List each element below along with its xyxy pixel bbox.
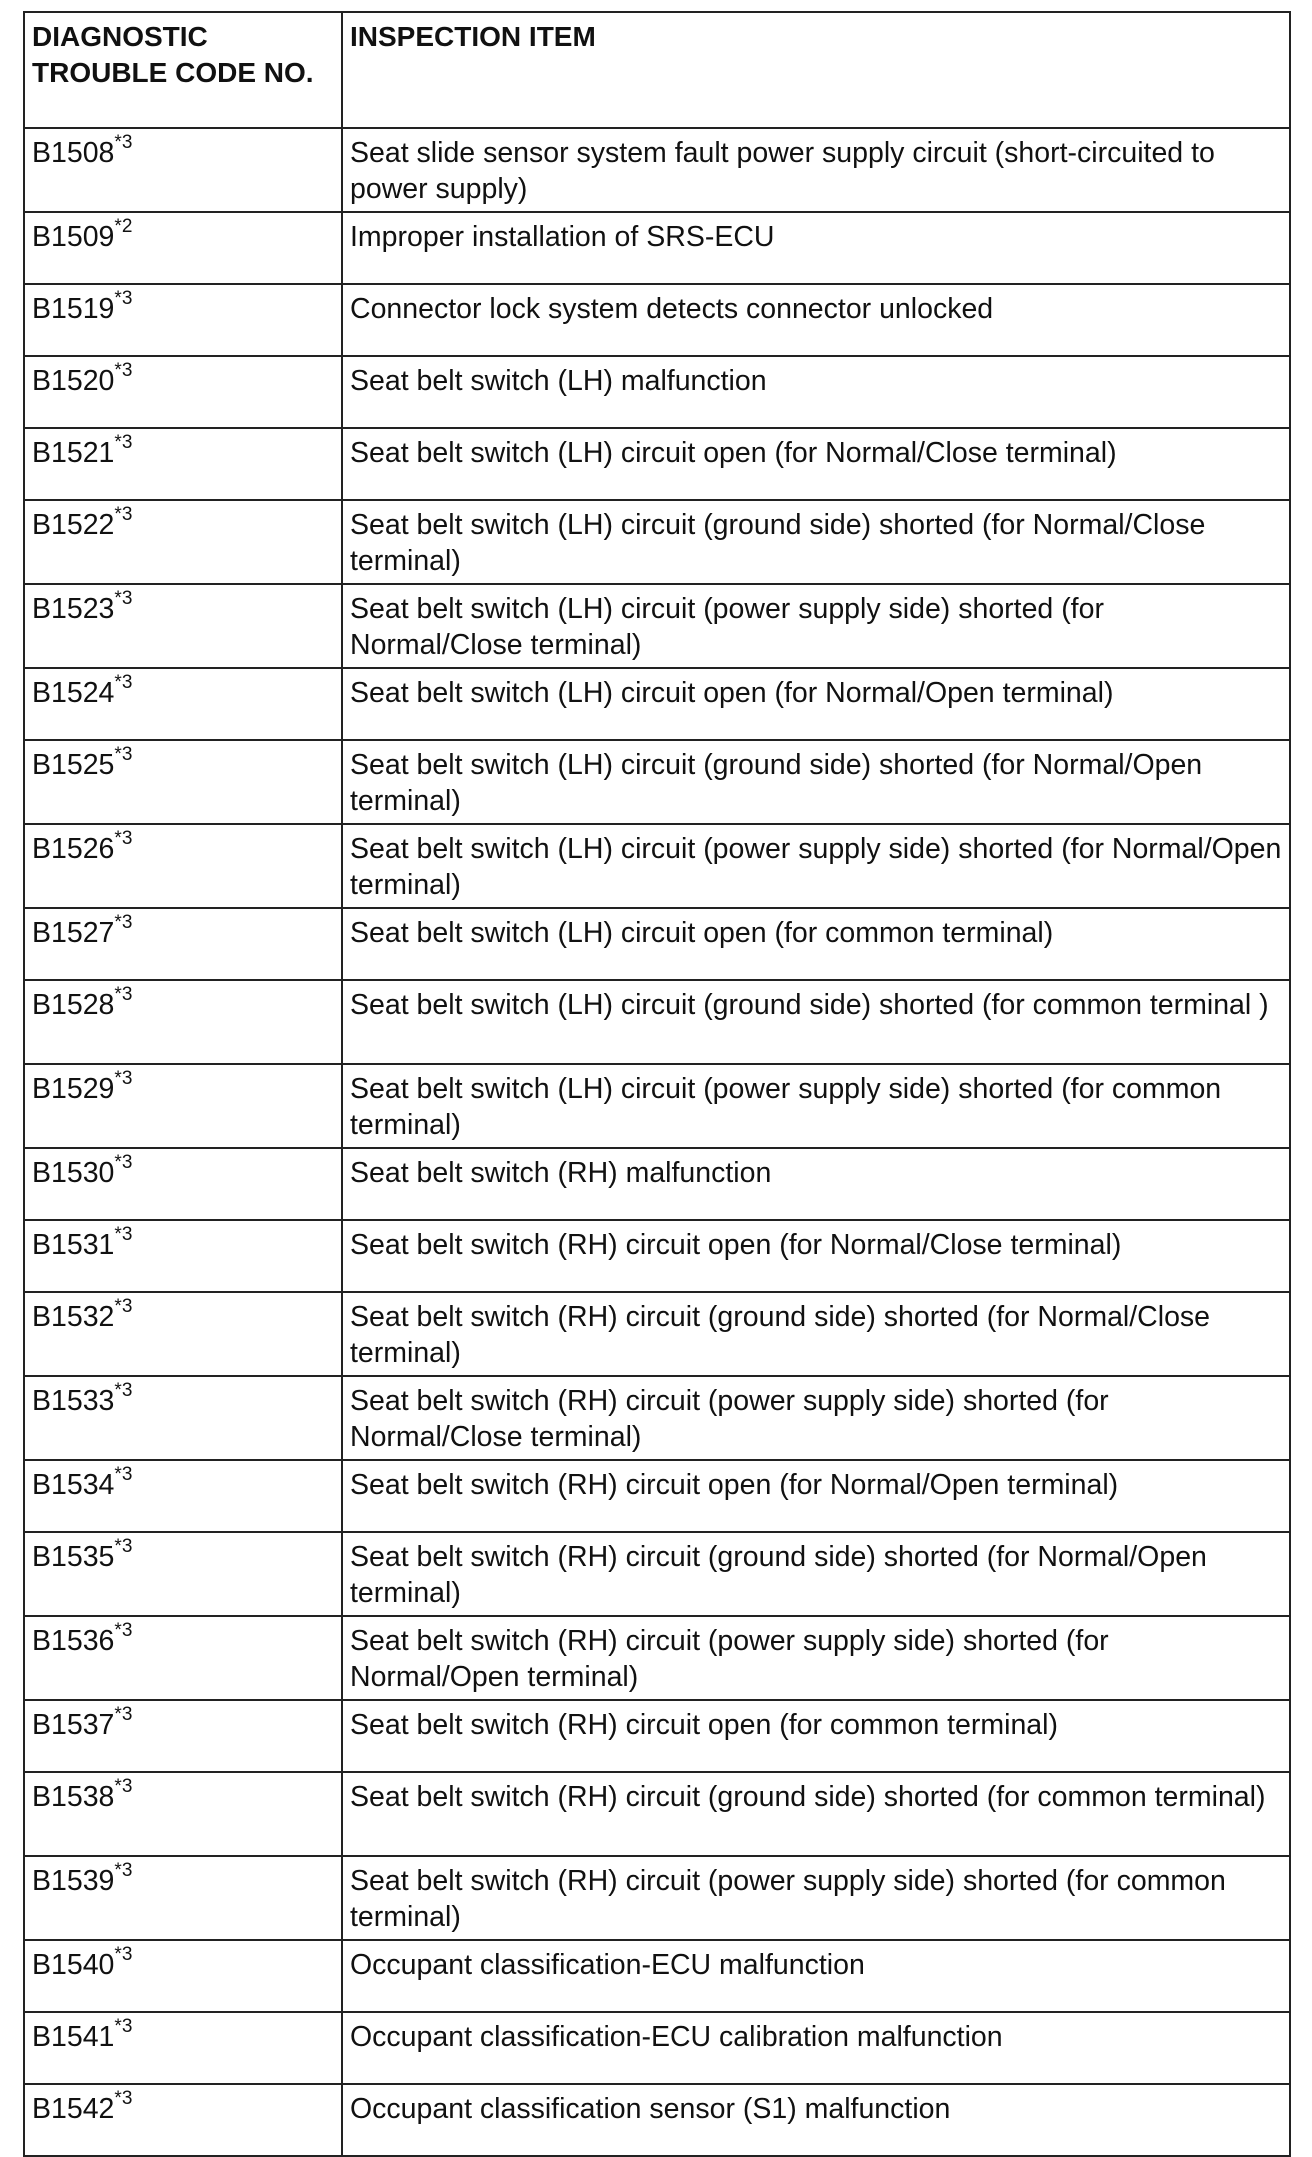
inspection-item-cell: Seat slide sensor system fault power supply circuit (short-circuited to power supply) <box>342 128 1290 212</box>
dtc-footnote-marker: *3 <box>114 1295 133 1317</box>
dtc-code: B1540 <box>32 1949 115 1981</box>
dtc-code-cell <box>24 128 342 212</box>
dtc-footnote-marker: *3 <box>114 1379 133 1401</box>
dtc-footnote-marker: *3 <box>114 1223 133 1245</box>
dtc-code: B1523 <box>32 593 115 625</box>
inspection-item-cell: Seat belt switch (LH) circuit open (for Normal/Open terminal) <box>342 668 1290 740</box>
dtc-code-cell <box>24 2084 342 2156</box>
dtc-code-cell <box>24 1616 342 1700</box>
dtc-code: B1509 <box>32 221 115 253</box>
table-row <box>24 584 1290 668</box>
inspection-item-cell: Seat belt switch (LH) circuit (ground side) shorted (for common terminal ) <box>342 980 1290 1064</box>
table-row <box>24 500 1290 584</box>
inspection-item-cell: Seat belt switch (LH) circuit (power supply side) shorted (for common terminal) <box>342 1064 1290 1148</box>
table-row <box>24 212 1290 284</box>
table-row <box>24 1064 1290 1148</box>
dtc-code-cell <box>24 1220 342 1292</box>
table-row <box>24 428 1290 500</box>
table-row <box>24 1532 1290 1616</box>
dtc-code: B1538 <box>32 1781 115 1813</box>
dtc-code-cell <box>24 740 342 824</box>
dtc-footnote-marker: *3 <box>114 1943 133 1965</box>
inspection-item-cell: Improper installation of SRS-ECU <box>342 212 1290 284</box>
dtc-footnote-marker: *3 <box>114 587 133 609</box>
dtc-code-cell <box>24 500 342 584</box>
dtc-table <box>23 11 1291 2157</box>
dtc-code: B1522 <box>32 509 115 541</box>
dtc-code-cell <box>24 1856 342 1940</box>
dtc-footnote-marker: *2 <box>114 215 133 237</box>
dtc-code-cell <box>24 1772 342 1856</box>
dtc-footnote-marker: *3 <box>114 359 133 381</box>
dtc-code-cell <box>24 1532 342 1616</box>
dtc-footnote-marker: *3 <box>114 1151 133 1173</box>
dtc-code-cell <box>24 1064 342 1148</box>
dtc-code-cell <box>24 1376 342 1460</box>
inspection-item-cell: Seat belt switch (RH) circuit open (for Normal/Close terminal) <box>342 1220 1290 1292</box>
dtc-footnote-marker: *3 <box>114 1703 133 1725</box>
dtc-code-cell <box>24 212 342 284</box>
inspection-item-cell: Seat belt switch (LH) circuit (power supply side) shorted (for Normal/Open terminal) <box>342 824 1290 908</box>
table-row <box>24 2012 1290 2084</box>
table-row <box>24 1292 1290 1376</box>
table-row <box>24 128 1290 212</box>
inspection-item-cell: Occupant classification-ECU calibration malfunction <box>342 2012 1290 2084</box>
dtc-code-cell <box>24 1148 342 1220</box>
dtc-code: B1525 <box>32 749 115 781</box>
inspection-item-cell: Seat belt switch (RH) circuit (ground side) shorted (for Normal/Close terminal) <box>342 1292 1290 1376</box>
inspection-item-cell: Occupant classification-ECU malfunction <box>342 1940 1290 2012</box>
dtc-footnote-marker: *3 <box>114 1775 133 1797</box>
inspection-item-cell: Seat belt switch (RH) circuit (power supply side) shorted (for Normal/Open terminal) <box>342 1616 1290 1700</box>
dtc-code: B1532 <box>32 1301 115 1333</box>
dtc-code: B1527 <box>32 917 115 949</box>
dtc-code: B1508 <box>32 137 115 169</box>
dtc-code: B1528 <box>32 989 115 1021</box>
header-row <box>24 12 1290 128</box>
dtc-code-cell <box>24 584 342 668</box>
dtc-code-cell <box>24 428 342 500</box>
table-row <box>24 740 1290 824</box>
table-row <box>24 1376 1290 1460</box>
dtc-code: B1526 <box>32 833 115 865</box>
table-row <box>24 284 1290 356</box>
dtc-code: B1524 <box>32 677 115 709</box>
table-row <box>24 1856 1290 1940</box>
inspection-item-cell: Seat belt switch (LH) circuit (ground side) shorted (for Normal/Close terminal) <box>342 500 1290 584</box>
inspection-item-cell: Seat belt switch (LH) circuit (ground side) shorted (for Normal/Open terminal) <box>342 740 1290 824</box>
dtc-code: B1530 <box>32 1157 115 1189</box>
dtc-code-cell <box>24 668 342 740</box>
table-header <box>24 12 1290 128</box>
dtc-code: B1533 <box>32 1385 115 1417</box>
dtc-footnote-marker: *3 <box>114 1463 133 1485</box>
dtc-code: B1542 <box>32 2093 115 2125</box>
dtc-code-cell <box>24 1292 342 1376</box>
dtc-code-cell <box>24 980 342 1064</box>
dtc-code: B1531 <box>32 1229 115 1261</box>
inspection-item-cell: Seat belt switch (LH) circuit open (for common terminal) <box>342 908 1290 980</box>
dtc-code: B1537 <box>32 1709 115 1741</box>
table-body <box>24 128 1290 2156</box>
table-row <box>24 824 1290 908</box>
dtc-code-cell <box>24 908 342 980</box>
inspection-item-cell: Seat belt switch (RH) circuit (ground side) shorted (for Normal/Open terminal) <box>342 1532 1290 1616</box>
table-row <box>24 1148 1290 1220</box>
table-row <box>24 668 1290 740</box>
inspection-item-cell: Seat belt switch (RH) malfunction <box>342 1148 1290 1220</box>
dtc-footnote-marker: *3 <box>114 671 133 693</box>
inspection-item-cell: Seat belt switch (RH) circuit (power supply side) shorted (for Normal/Close terminal) <box>342 1376 1290 1460</box>
inspection-item-cell: Seat belt switch (RH) circuit open (for common terminal) <box>342 1700 1290 1772</box>
dtc-code: B1539 <box>32 1865 115 1897</box>
table-row <box>24 980 1290 1064</box>
dtc-code-cell <box>24 284 342 356</box>
table-row <box>24 1772 1290 1856</box>
dtc-code-cell <box>24 824 342 908</box>
dtc-footnote-marker: *3 <box>114 431 133 453</box>
dtc-footnote-marker: *3 <box>114 2087 133 2109</box>
table-row <box>24 908 1290 980</box>
table-row <box>24 356 1290 428</box>
dtc-code: B1541 <box>32 2021 115 2053</box>
dtc-code: B1519 <box>32 293 115 325</box>
inspection-item-cell: Connector lock system detects connector unlocked <box>342 284 1290 356</box>
dtc-code-cell <box>24 1940 342 2012</box>
inspection-item-cell: Seat belt switch (LH) malfunction <box>342 356 1290 428</box>
table-row <box>24 1940 1290 2012</box>
dtc-code-cell <box>24 1700 342 1772</box>
inspection-item-cell: Seat belt switch (RH) circuit open (for Normal/Open terminal) <box>342 1460 1290 1532</box>
table-row <box>24 1220 1290 1292</box>
dtc-footnote-marker: *3 <box>114 131 133 153</box>
dtc-code-cell <box>24 1460 342 1532</box>
dtc-footnote-marker: *3 <box>114 503 133 525</box>
dtc-footnote-marker: *3 <box>114 1859 133 1881</box>
header-code: DIAGNOSTIC TROUBLE CODE NO. <box>24 12 342 128</box>
dtc-code: B1520 <box>32 365 115 397</box>
inspection-item-cell: Occupant classification sensor (S1) malfunction <box>342 2084 1290 2156</box>
header-inspection-item: INSPECTION ITEM <box>342 12 1290 128</box>
dtc-footnote-marker: *3 <box>114 1619 133 1641</box>
inspection-item-cell: Seat belt switch (RH) circuit (power supply side) shorted (for common terminal) <box>342 1856 1290 1940</box>
dtc-code: B1521 <box>32 437 115 469</box>
table-row <box>24 1460 1290 1532</box>
inspection-item-cell: Seat belt switch (LH) circuit open (for Normal/Close terminal) <box>342 428 1290 500</box>
dtc-footnote-marker: *3 <box>114 911 133 933</box>
dtc-footnote-marker: *3 <box>114 1067 133 1089</box>
dtc-code: B1529 <box>32 1073 115 1105</box>
table-row <box>24 1616 1290 1700</box>
dtc-code: B1535 <box>32 1541 115 1573</box>
dtc-footnote-marker: *3 <box>114 983 133 1005</box>
dtc-code-cell <box>24 356 342 428</box>
inspection-item-cell: Seat belt switch (RH) circuit (ground side) shorted (for common terminal) <box>342 1772 1290 1856</box>
dtc-footnote-marker: *3 <box>114 827 133 849</box>
dtc-code: B1534 <box>32 1469 115 1501</box>
dtc-footnote-marker: *3 <box>114 1535 133 1557</box>
dtc-footnote-marker: *3 <box>114 743 133 765</box>
dtc-code-cell <box>24 2012 342 2084</box>
dtc-footnote-marker: *3 <box>114 287 133 309</box>
table-row <box>24 1700 1290 1772</box>
dtc-footnote-marker: *3 <box>114 2015 133 2037</box>
inspection-item-cell: Seat belt switch (LH) circuit (power supply side) shorted (for Normal/Close terminal) <box>342 584 1290 668</box>
table-row <box>24 2084 1290 2156</box>
dtc-code: B1536 <box>32 1625 115 1657</box>
